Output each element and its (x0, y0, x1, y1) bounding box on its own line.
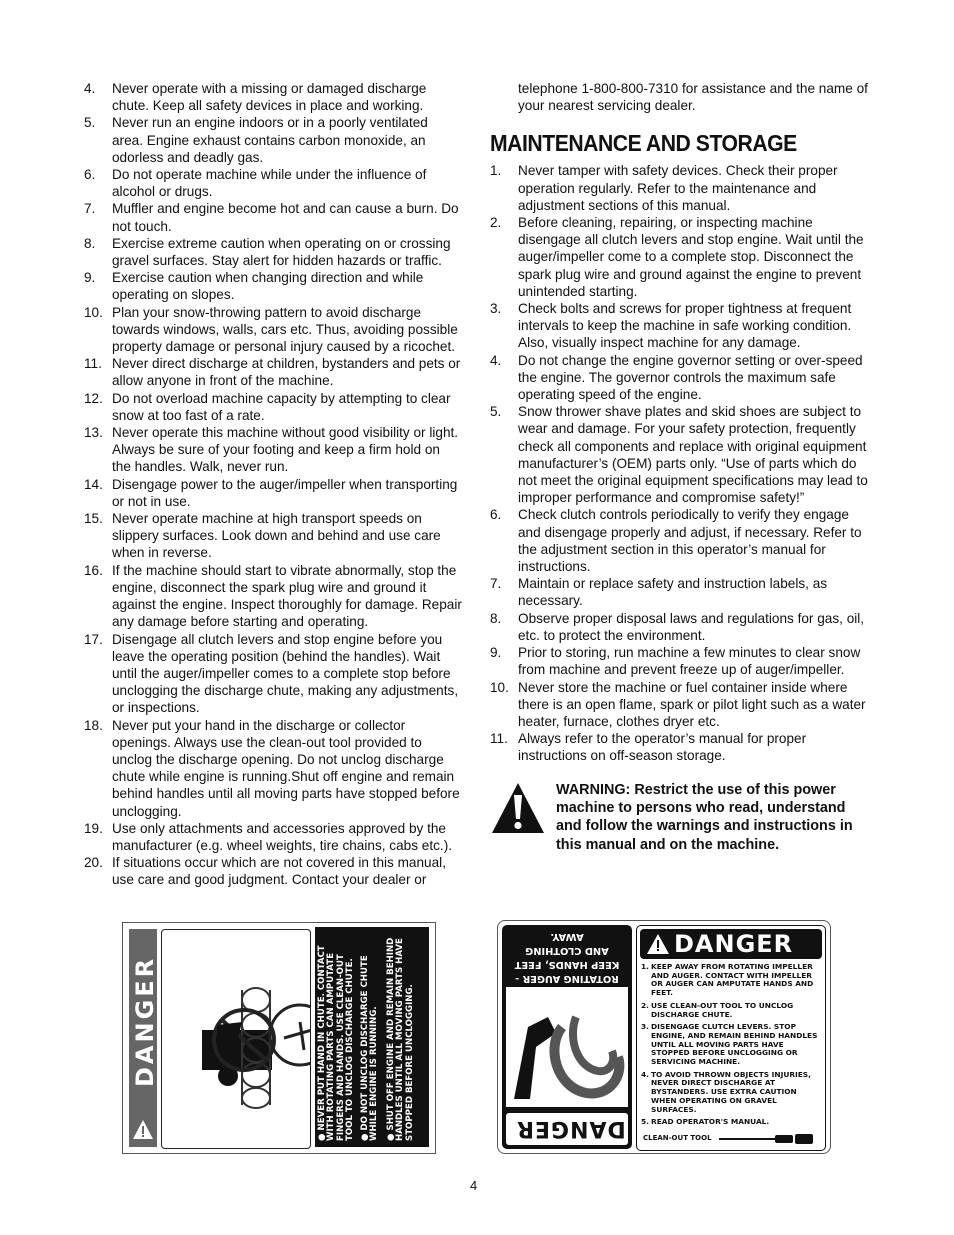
safety-rule-item (84, 269, 462, 303)
maintenance-rule-item-text: Observe proper disposal laws and regulations for gas, oil, etc. to protect the environment. (518, 610, 865, 643)
danger-banner-text: DANGER (674, 930, 794, 958)
danger-instruction-number: 2. (641, 1000, 649, 1010)
danger-banner-vertical (129, 929, 157, 1147)
maintenance-rule-item (490, 162, 870, 214)
maintenance-rule-item-number: 1. (490, 163, 502, 179)
safety-rule-item-text: Never operate with a missing or damaged discharge chute. Keep all safety devices in place and working. (112, 81, 427, 114)
safety-rule-item (84, 854, 462, 888)
safety-rule-item-text: Do not overload machine capacity by attempting to clear snow at too fast of a rate. (112, 390, 451, 423)
maintenance-rule-item (490, 575, 870, 609)
danger-instruction-text: KEEP AWAY FROM ROTATING IMPELLER AND AUGER. CONTACT WITH IMPELLER OR AUGER CAN AMPUTATE HANDS AND FEET. (651, 962, 814, 998)
danger-instruction-item (641, 1023, 821, 1067)
pictogram-graphic (162, 930, 310, 1148)
maintenance-rule-item (490, 679, 870, 731)
maintenance-rule-item-number: 4. (490, 352, 502, 368)
danger-label-chute (122, 922, 436, 1154)
maintenance-rule-item-text: Never tamper with safety devices. Check their proper operation regularly. Refer to the maintenance and adjustment sections of this manual. (518, 163, 838, 213)
clean-out-tool (641, 1132, 819, 1146)
maintenance-rule-item (490, 214, 870, 300)
safety-rule-item (84, 390, 462, 424)
maintenance-rule-item-text: Prior to storing, run machine a few minutes to clear snow from machine and prevent freeze up of auger/impeller. (518, 645, 861, 678)
safety-rule-item-text: Never operate machine at high transport speeds on slippery surfaces. Look down and behind and use care when in reverse. (112, 511, 441, 561)
safety-rule-item-text: Never direct discharge at children, bystanders and pets or allow anyone in front of the machine. (112, 356, 461, 389)
maintenance-rule-item-text: Always refer to the operator’s manual for proper instructions on off-season storage. (518, 731, 807, 764)
safety-rule-item-number: 19. (84, 820, 103, 836)
auger-graphic (506, 987, 628, 1107)
inverted-danger-banner-text: DANGER (516, 1116, 626, 1141)
maintenance-list (490, 162, 870, 764)
danger-banner-text: DANGER (131, 955, 159, 1087)
warning-box (490, 781, 870, 865)
safety-rule-item-text: Do not operate machine while under the influence of alcohol or drugs. (112, 167, 427, 200)
maintenance-rule-item-text: Check clutch controls periodically to verify they engage and disengage properly and adjust, if necessary. Refer to the adjustment section in this operator’s manual for instructions. (518, 507, 862, 575)
safety-rule-item (84, 820, 462, 854)
clean-out-tool-label: CLEAN-OUT TOOL (643, 1134, 712, 1142)
safety-rule-item (84, 717, 462, 820)
safety-rule-item-number: 12. (84, 390, 103, 406)
danger-label-auger (497, 920, 831, 1154)
safety-rule-item (84, 510, 462, 562)
safety-rule-item-text: Exercise extreme caution when operating on or crossing gravel surfaces. Stay alert for hidden hazards or traffic. (112, 235, 451, 269)
maintenance-rule-item-text: Maintain or replace safety and instruction labels, as necessary. (518, 576, 828, 609)
inverted-danger-banner (506, 1113, 628, 1145)
maintenance-rule-item (490, 644, 870, 678)
maintenance-rule-item-number: 7. (490, 576, 502, 592)
maintenance-rule-item-text: Snow thrower shave plates and skid shoes are subject to wear and damage. For your safety protection, frequently check all components and replace with original equipment manufacturer’s (OEM) parts only. “Use of parts which do not meet the original equipment specifications may lead to improper performance and compromise safety!” (518, 404, 868, 506)
maintenance-rule-item (490, 506, 870, 575)
maintenance-heading: MAINTENANCE AND STORAGE (490, 130, 797, 157)
safety-rule-item-number: 20. (84, 855, 103, 871)
danger-instruction-item (641, 1002, 821, 1019)
safety-rule-item-text: Never operate this machine without good visibility or light. Always be sure of your footing and keep a firm hold on the handles. Walk, never run. (112, 425, 459, 475)
safety-rule-item-number: 5. (84, 115, 96, 131)
safety-rule-item-number: 10. (84, 304, 103, 320)
safety-rule-item-number: 11. (84, 356, 102, 372)
safety-rule-item (84, 631, 462, 717)
safety-rule-item-text: Disengage power to the auger/impeller when transporting or not in use. (112, 476, 458, 509)
maintenance-rule-item (490, 730, 870, 764)
hand-in-chute-pictogram (161, 929, 311, 1149)
danger-instruction-item (641, 963, 821, 998)
safety-rule-item-text: Use only attachments and accessories approved by the manufacturer (e.g. wheel weights, tire chains, cabs etc.). (112, 820, 452, 853)
auger-pictogram (506, 987, 628, 1107)
warning-triangle-icon (132, 1119, 154, 1141)
continued-item-text: telephone 1-800-800-7310 for assistance and the name of your nearest servicing dealer. (518, 81, 868, 114)
maintenance-rule-item-number: 8. (490, 610, 502, 626)
safety-rule-item (84, 80, 462, 114)
safety-rule-item-text: Plan your snow-throwing pattern to avoid discharge towards windows, walls, cars etc. Thus, avoiding possible property damage or personal injury caused by a ricochet. (112, 304, 458, 355)
maintenance-rule-item (490, 300, 870, 352)
safety-rule-item (84, 166, 462, 200)
danger-banner (640, 929, 822, 959)
danger-instruction-text: TO AVOID THROWN OBJECTS INJURIES, NEVER DIRECT DISCHARGE AT BYSTANDERS. USE EXTRA CAUTION WHEN OPERATING ON GRAVEL SURFACES. (651, 1069, 811, 1114)
danger-instruction-text: DISENGAGE CLUTCH LEVERS. STOP ENGINE, AND REMAIN BEHIND HANDLES UNTIL ALL MOVING PARTS HAVE STOPPED BEFORE UNCLOGGING OR SERVICING MACHINE. (651, 1022, 818, 1067)
left-column (84, 80, 462, 889)
warning-text: WARNING: Restrict the use of this power machine to persons who read, understand and follow the warnings and instructions in this manual and on the machine. (556, 781, 853, 853)
safety-rules-list (84, 80, 462, 889)
warning-exclamation-icon (490, 781, 546, 835)
maintenance-rule-item-number: 11. (490, 731, 508, 747)
clean-out-tool-icon (717, 1133, 817, 1145)
safety-rule-item-text: Exercise caution when changing direction and while operating on slopes. (112, 270, 424, 303)
maintenance-rule-item-number: 9. (490, 645, 502, 661)
safety-rule-item (84, 304, 462, 356)
maintenance-rule-item-text: Check bolts and screws for proper tightness at frequent intervals to keep the machine in safe working condition. Also, visually inspect machine for any damage. (518, 301, 852, 351)
safety-rule-item-number: 16. (84, 562, 103, 578)
safety-rule-item-number: 7. (84, 201, 96, 217)
danger-instructions-panel (315, 927, 429, 1147)
safety-rule-item-number: 9. (84, 270, 96, 286)
danger-instruction-items (641, 963, 821, 1131)
safety-rule-item-text: Never run an engine indoors or in a poorly ventilated area. Engine exhaust contains carbon monoxide, an odorless and deadly gas. (112, 115, 428, 165)
safety-rule-item-text: Muffler and engine become hot and can cause a burn. Do not touch. (112, 201, 459, 234)
maintenance-rule-item-number: 3. (490, 301, 502, 317)
right-column (490, 80, 870, 865)
maintenance-rule-item-number: 2. (490, 215, 502, 231)
danger-bullet-3: ● SHUT OFF ENGINE AND REMAIN BEHIND HANDLES UNTIL ALL MOVING PARTS HAVE STOPPED BEFORE UNCLOGGING. (386, 937, 415, 1141)
maintenance-rule-item-text: Do not change the engine governor setting or over-speed the engine. The governor controls the maximum safe operating speed of the engine. (518, 352, 863, 403)
danger-instructions-panel-right (636, 925, 826, 1151)
safety-rule-item-text: Never put your hand in the discharge or collector openings. Always use the clean-out tool provided to unclog the discharge opening. Do not unclog discharge chute while engine is running.Shut off engine and remain behind handles until all moving parts have stopped before unclogging. (112, 717, 460, 819)
maintenance-rule-item (490, 352, 870, 404)
safety-rule-item-number: 14. (84, 476, 103, 492)
danger-instruction-number: 5. (641, 1117, 649, 1127)
safety-rule-item-number: 6. (84, 167, 96, 183)
warning-triangle-icon (646, 933, 670, 955)
danger-bullet-2: ● DO NOT UNCLOG DISCHARGE CHUTE WHILE ENGINE IS RUNNING. (360, 955, 380, 1141)
safety-rule-item-text: If the machine should start to vibrate abnormally, stop the engine, disconnect the spark plug wire and ground it against the engine. Inspect thoroughly for damage. Repair any damage before starting and operating. (112, 562, 462, 630)
safety-rule-item-number: 18. (84, 717, 103, 733)
safety-rule-item-text: Disengage all clutch levers and stop engine before you leave the operating position (behind the handles). Wait until the auger/impeller comes to a complete stop before unclogging the discharge chute, making any adjustments, or inspections. (112, 631, 459, 716)
page-number: 4 (470, 1178, 478, 1193)
danger-instruction-text: READ OPERATOR'S MANUAL. (651, 1117, 770, 1127)
safety-rule-item (84, 562, 462, 631)
safety-rule-item-text: If situations occur which are not covered in this manual, use care and good judgment. Contact your dealer or (112, 855, 446, 888)
safety-rule-item (84, 200, 462, 234)
inverted-warning-text: ROTATING AUGER - KEEP HANDS, FEET AND CLOTHING AWAY. (514, 931, 620, 984)
maintenance-rule-item-text: Before cleaning, repairing, or inspecting machine disengage all clutch levers and stop engine. Wait until the auger/impeller come to a complete stop. Disconnect the spark plug wire and ground against the engine to prevent unintended starting. (518, 215, 864, 299)
safety-rule-item-number: 17. (84, 631, 103, 647)
safety-rule-item-number: 13. (84, 425, 103, 441)
maintenance-rule-item-number: 10. (490, 679, 509, 695)
danger-instruction-number: 3. (641, 1022, 649, 1032)
danger-instruction-item (641, 1118, 821, 1127)
maintenance-rule-item-number: 6. (490, 507, 502, 523)
safety-rule-item (84, 424, 462, 476)
maintenance-rule-item (490, 610, 870, 644)
danger-instruction-item (641, 1071, 821, 1115)
maintenance-rule-item-text: Never store the machine or fuel container inside where there is an open flame, spark or pilot light such as a water heater, furnace, clothes dryer etc. (518, 679, 866, 729)
safety-rule-item-number: 4. (84, 81, 96, 96)
maintenance-rule-item-number: 5. (490, 404, 502, 420)
danger-instruction-number: 1. (641, 962, 649, 971)
safety-rule-item-number: 8. (84, 235, 96, 251)
maintenance-rule-item (490, 403, 870, 506)
inverted-danger-panel (502, 925, 632, 1149)
safety-rule-item (84, 235, 462, 269)
safety-rule-item (84, 355, 462, 389)
danger-instruction-number: 4. (641, 1069, 649, 1079)
safety-rule-item (84, 476, 462, 510)
safety-rule-item-number: 15. (84, 511, 103, 527)
danger-instruction-text: USE CLEAN-OUT TOOL TO UNCLOG DISCHARGE CHUTE. (651, 1000, 794, 1019)
safety-rule-item (84, 114, 462, 166)
danger-bullet-1: ● NEVER PUT HAND IN CHUTE. CONTACT WITH ROTATING PARTS CAN AMPUTATE FINGERS AND HANDS. USE CLEAN-OUT TOOL TO UNCLOG DISCHARGE CHUTE. (317, 945, 356, 1141)
